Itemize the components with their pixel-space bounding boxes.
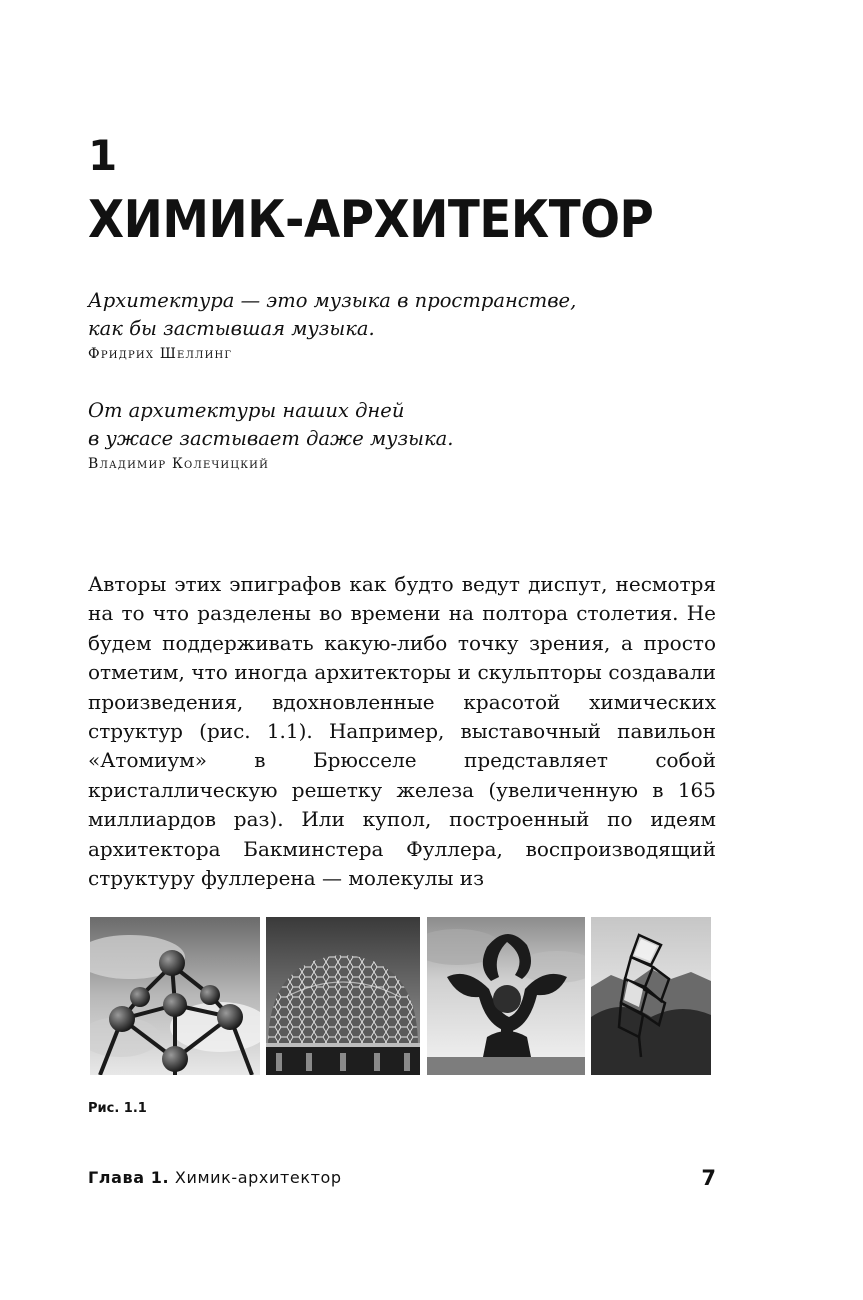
epigraph-author: Владимир Колечицкий: [88, 456, 270, 472]
epigraph-1: [88, 287, 728, 362]
epigraph-2: [88, 397, 728, 472]
epigraph-quote: Архитектура — это музыка в пространстве, как бы застывшая музыка.: [88, 289, 577, 340]
chapter-title: ХИМИК-АРХИТЕКТОР: [88, 190, 654, 250]
page-number: 7: [701, 1166, 716, 1190]
footer-chapter-label: Глава 1.: [88, 1168, 170, 1187]
body-paragraph: Авторы этих эпиграфов как будто ведут диспут, несмотря на то что разделены во времени на полтора столетия. Не будем поддерживать какую-либо точку зрения, а просто отметим, что иногда архитекторы и скульпторы создавали произведения, вдохновленные красотой химических структур (рис. 1.1). Например, выставочный павильон «Атомиум» в Брюсселе представляет собой кристаллическую решетку железа (увеличенную в 165 миллиардов раз). Или купол, построенный по идеям архитектора Бакминстера Фуллера, воспроизводящий структуру фуллерена — молекулы из: [88, 572, 716, 891]
abstract-sculpture-photo: [427, 917, 585, 1075]
twisted-tower-sculpture-photo: [591, 917, 711, 1075]
epigraph-quote: От архитектуры наших дней в ужасе застывает даже музыка.: [88, 399, 454, 450]
chapter-number: 1: [88, 131, 118, 180]
geodesic-dome-photo: [266, 917, 420, 1075]
atomium-photo: [90, 917, 260, 1075]
running-footer: [88, 1168, 342, 1187]
footer-chapter-name: Химик-архитектор: [174, 1168, 342, 1187]
epigraph-author: Фридрих Шеллинг: [88, 346, 233, 362]
figure-caption: Рис. 1.1: [88, 1101, 147, 1116]
